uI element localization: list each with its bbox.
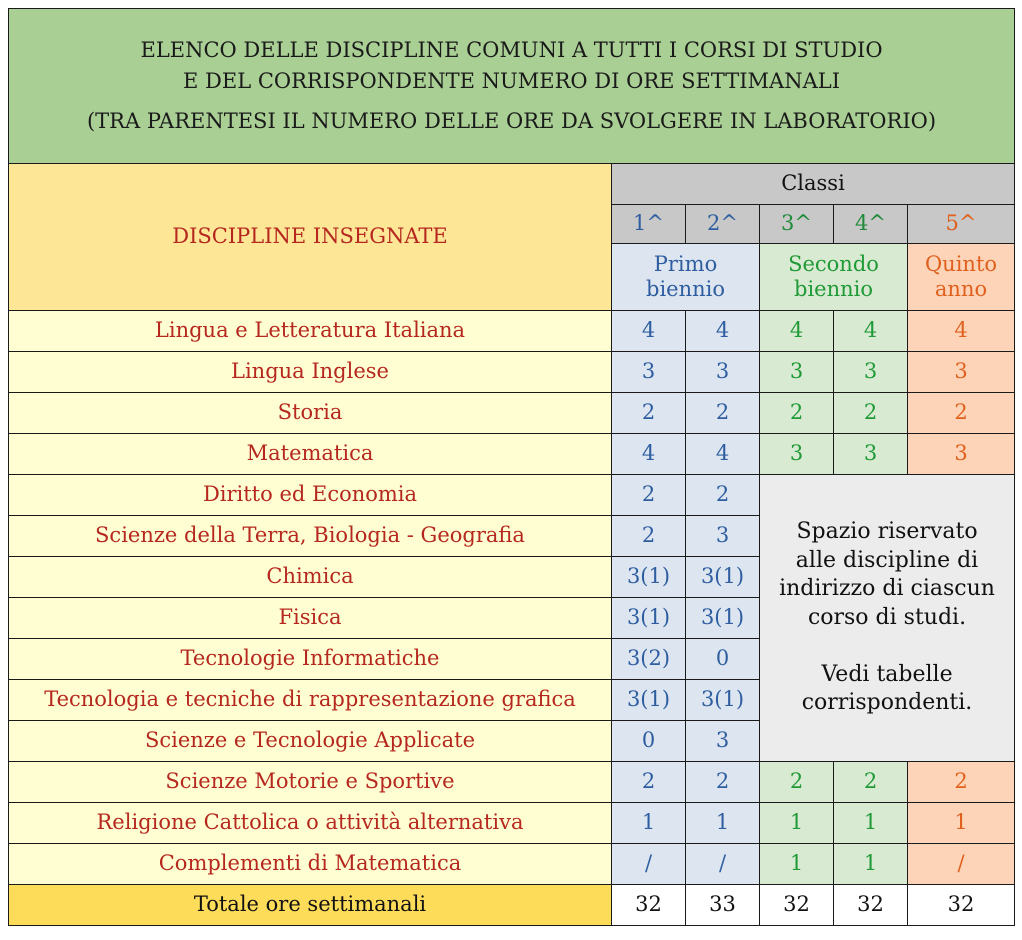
- group-secondo-biennio: [760, 244, 908, 311]
- hours-table: [8, 8, 1015, 926]
- hours-cell: 3(1): [686, 557, 760, 598]
- hours-cell: 2: [686, 393, 760, 434]
- hours-cell: /: [612, 844, 686, 885]
- table-header: [9, 9, 1015, 164]
- table-row: [9, 352, 1015, 393]
- discipline-name: Fisica: [9, 598, 612, 639]
- hours-cell: 3: [760, 434, 834, 475]
- disciplines-header: DISCIPLINE INSEGNATE: [9, 164, 612, 311]
- hours-cell: 2: [760, 762, 834, 803]
- table-row: [9, 803, 1015, 844]
- reserved-line-3: indirizzo di ciascun: [779, 576, 995, 602]
- hours-cell: 3(1): [612, 557, 686, 598]
- discipline-name: Tecnologie Informatiche: [9, 639, 612, 680]
- hours-cell: 4: [686, 311, 760, 352]
- hours-cell: 2: [612, 762, 686, 803]
- hours-cell: 2: [612, 516, 686, 557]
- hours-cell: 1: [686, 803, 760, 844]
- reserved-line-6: corrispondenti.: [801, 690, 973, 716]
- hours-cell: 3(2): [612, 639, 686, 680]
- hours-cell: 4: [834, 311, 908, 352]
- class-5-header: 5^: [908, 205, 1015, 244]
- hours-cell: 3: [686, 352, 760, 393]
- total-cell: 32: [612, 885, 686, 926]
- discipline-name: Religione Cattolica o attività alternativa: [9, 803, 612, 844]
- total-cell: 32: [834, 885, 908, 926]
- table-row: [9, 393, 1015, 434]
- hours-cell: 3: [612, 352, 686, 393]
- hours-cell: 3: [834, 434, 908, 475]
- group-primo-line-2: biennio: [646, 277, 725, 301]
- total-cell: 32: [760, 885, 834, 926]
- hours-cell: 4: [686, 434, 760, 475]
- reserved-space-note: [760, 475, 1015, 762]
- table-row: [9, 475, 1015, 516]
- total-cell: 32: [908, 885, 1015, 926]
- hours-cell: 2: [834, 393, 908, 434]
- group-secondo-line-1: Secondo: [788, 251, 879, 276]
- hours-cell: 1: [760, 844, 834, 885]
- hours-cell: 3: [908, 352, 1015, 393]
- hours-cell: 3(1): [686, 598, 760, 639]
- discipline-name: Lingua e Letteratura Italiana: [9, 311, 612, 352]
- class-2-header: 2^: [686, 205, 760, 244]
- hours-cell: 2: [686, 762, 760, 803]
- hours-table-sheet: [8, 8, 1014, 930]
- group-quinto-anno: [908, 244, 1015, 311]
- hours-cell: 2: [834, 762, 908, 803]
- hours-cell: 1: [834, 844, 908, 885]
- totals-label: Totale ore settimanali: [9, 885, 612, 926]
- table-row: [9, 434, 1015, 475]
- hours-cell: 2: [612, 475, 686, 516]
- hours-cell: 2: [612, 393, 686, 434]
- hours-cell: 3: [760, 352, 834, 393]
- hours-cell: 2: [760, 393, 834, 434]
- hours-cell: 4: [760, 311, 834, 352]
- discipline-name: Matematica: [9, 434, 612, 475]
- hours-cell: 0: [686, 639, 760, 680]
- group-quinto-line-2: anno: [934, 277, 988, 301]
- hours-cell: 2: [908, 393, 1015, 434]
- hours-cell: 3: [686, 516, 760, 557]
- discipline-name: Tecnologia e tecniche di rappresentazione grafica: [9, 680, 612, 721]
- group-primo-line-1: Primo: [653, 251, 718, 276]
- discipline-name: Complementi di Matematica: [9, 844, 612, 885]
- class-4-header: 4^: [834, 205, 908, 244]
- table-row: [9, 844, 1015, 885]
- reserved-line-2: alle discipline di: [795, 547, 979, 573]
- hours-cell: 2: [686, 475, 760, 516]
- hours-cell: 1: [908, 803, 1015, 844]
- class-3-header: 3^: [760, 205, 834, 244]
- header-line-2: E DEL CORRISPONDENTE NUMERO DI ORE SETTIMANALI: [183, 68, 840, 93]
- hours-cell: 3: [686, 721, 760, 762]
- reserved-line-1: Spazio riservato: [796, 519, 978, 545]
- hours-cell: 3(1): [612, 680, 686, 721]
- class-1-header: 1^: [612, 205, 686, 244]
- hours-cell: 3: [908, 434, 1015, 475]
- table-row: [9, 311, 1015, 352]
- hours-cell: 3(1): [686, 680, 760, 721]
- header-line-1: ELENCO DELLE DISCIPLINE COMUNI A TUTTI I CORSI DI STUDIO: [140, 38, 883, 63]
- hours-cell: 2: [908, 762, 1015, 803]
- hours-cell: 1: [760, 803, 834, 844]
- discipline-name: Lingua Inglese: [9, 352, 612, 393]
- discipline-name: Diritto ed Economia: [9, 475, 612, 516]
- discipline-name: Scienze della Terra, Biologia - Geografia: [9, 516, 612, 557]
- hours-cell: 3(1): [612, 598, 686, 639]
- hours-cell: 1: [834, 803, 908, 844]
- total-cell: 33: [686, 885, 760, 926]
- group-quinto-line-1: Quinto: [924, 251, 998, 276]
- group-primo-biennio: [612, 244, 760, 311]
- discipline-name: Chimica: [9, 557, 612, 598]
- group-secondo-line-2: biennio: [794, 277, 873, 301]
- classi-header: Classi: [612, 164, 1015, 205]
- hours-cell: 4: [908, 311, 1015, 352]
- hours-cell: 4: [612, 434, 686, 475]
- reserved-line-4: corso di studi.: [807, 605, 967, 630]
- hours-cell: 4: [612, 311, 686, 352]
- hours-cell: 3: [834, 352, 908, 393]
- hours-cell: 1: [612, 803, 686, 844]
- hours-cell: /: [908, 844, 1015, 885]
- discipline-name: Storia: [9, 393, 612, 434]
- hours-cell: 0: [612, 721, 686, 762]
- reserved-line-5: Vedi tabelle: [821, 661, 953, 687]
- discipline-name: Scienze Motorie e Sportive: [9, 762, 612, 803]
- discipline-name: Scienze e Tecnologie Applicate: [9, 721, 612, 762]
- header-line-3: (TRA PARENTESI IL NUMERO DELLE ORE DA SVOLGERE IN LABORATORIO): [86, 109, 937, 134]
- totals-row: [9, 885, 1015, 926]
- table-row: [9, 762, 1015, 803]
- hours-cell: /: [686, 844, 760, 885]
